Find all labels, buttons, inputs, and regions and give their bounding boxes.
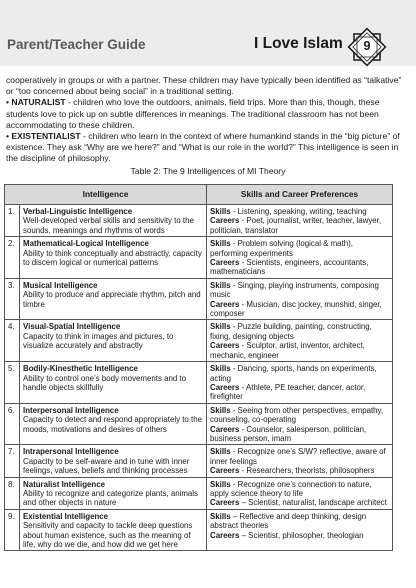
table-row [5, 477, 393, 509]
skills-cell [207, 509, 393, 551]
column-header-skills: Skills and Career Preferences [207, 185, 393, 205]
row-number: 6. [5, 403, 20, 445]
skills-text: – Reflective and deep thinking, design abstract theories [210, 511, 367, 531]
skills-cell [207, 320, 393, 362]
careers-text: - Sculptor, artist, inventor, architect, mechanic, engineer [210, 341, 365, 360]
careers-text: - Musician, disc jockey, munshid, singer, composer [210, 299, 382, 319]
skills-label: Skills [210, 405, 231, 415]
careers-line [210, 341, 389, 360]
intelligence-description: Capacity to think in images and pictures, to visualize accurately and abstractly [23, 331, 174, 351]
table-body [5, 205, 393, 551]
careers-line [210, 466, 389, 475]
careers-text: – Scientist, naturalist, landscape architect [239, 498, 387, 508]
skills-label: Skills [210, 447, 231, 457]
row-number: 2. [5, 237, 20, 279]
row-number: 7. [5, 445, 20, 477]
careers-text: - Scientists, engineers, accountants, mathematicians [210, 258, 369, 277]
intelligence-cell [20, 403, 207, 445]
page-number-badge [346, 26, 388, 68]
intelligence-name: Existential Intelligence [23, 511, 109, 521]
intelligence-cell [20, 362, 207, 404]
skills-text: - Seeing from other perspectives, empathy, counseling, co-operating [210, 405, 384, 425]
intelligence-description: Ability to recognize and categorize plants, animals and other objects in nature [23, 488, 199, 508]
row-number: 1. [5, 205, 20, 237]
intelligence-name: Mathematical-Logical Intelligence [23, 239, 149, 249]
intelligence-description: Capacity to detect and respond appropriately to the moods, motivations and desires of others [23, 415, 202, 434]
skills-cell [207, 205, 393, 237]
skills-label: Skills [210, 364, 231, 374]
existentialist-paragraph [6, 131, 410, 165]
careers-text: - Athlete, PE teacher, dancer, actor, firefighter [210, 382, 366, 402]
intelligence-description: Capacity to be self-aware and in tune with inner feelings, values, beliefs and thinking processes [23, 456, 190, 476]
book-title: I Love Islam [254, 35, 343, 52]
careers-line [210, 498, 389, 507]
skills-label: Skills [210, 511, 231, 521]
skills-cell [207, 403, 393, 445]
skills-cell [207, 362, 393, 404]
careers-line [210, 258, 389, 277]
intelligence-name: Bodily-Kinesthetic Intelligence [23, 364, 138, 374]
skills-text: - Recognize one’s connection to nature, apply science theory to life [210, 479, 372, 498]
intelligence-description: Sensitivity and capacity to tackle deep questions about human existence, such as the meaning of life, why do we die, and how did we get here [23, 521, 193, 549]
intelligence-description: Ability to think conceptually and abstractly, capacity to discern logical or numerical patterns [23, 248, 202, 268]
intelligence-name: Visual-Spatial Intelligence [23, 322, 121, 332]
skills-line [210, 207, 389, 216]
skills-text: - Recognize one’s S/W? reflective, aware of inner feelings [210, 447, 386, 466]
intelligence-cell [20, 205, 207, 237]
careers-label: Careers [210, 258, 240, 268]
intelligence-description: Well-developed verbal skills and sensitivity to the sounds, meanings and rhythms of words [23, 216, 194, 235]
table-row [5, 362, 393, 404]
intelligence-cell [20, 320, 207, 362]
careers-text: - Poet, journalist, writer, teacher, lawyer, politician, translator [210, 216, 382, 235]
intelligence-cell [20, 445, 207, 477]
skills-cell [207, 278, 393, 320]
row-number: 9. [5, 509, 20, 551]
careers-label: Careers [210, 424, 240, 434]
intelligence-cell [20, 477, 207, 509]
table-row [5, 278, 393, 320]
careers-line [210, 216, 389, 235]
table-row [5, 320, 393, 362]
skills-line [210, 406, 389, 425]
intelligence-name: Naturalist Intelligence [23, 479, 105, 489]
careers-text: - Counselor, salesperson, politician, business person, imam [210, 424, 367, 443]
guide-title: Parent/Teacher Guide [7, 37, 146, 52]
row-number: 5. [5, 362, 20, 404]
intelligence-cell [20, 509, 207, 551]
skills-line [210, 512, 389, 531]
careers-label: Careers [210, 341, 240, 351]
naturalist-paragraph [6, 97, 410, 131]
page-number: 9 [363, 38, 371, 53]
skills-line [210, 239, 389, 258]
row-number: 3. [5, 278, 20, 320]
table-header-row [5, 185, 393, 205]
intelligence-name: Verbal-Linguistic Intelligence [23, 207, 133, 216]
existentialist-label: • EXISTENTIALIST [6, 131, 81, 142]
table-row [5, 205, 393, 237]
table-row [5, 237, 393, 279]
naturalist-label: • NATURALIST [6, 97, 66, 108]
careers-label: Careers [210, 530, 240, 540]
page-header [0, 0, 416, 66]
table-caption: Table 2: The 9 Intelligences of MI Theory [130, 166, 286, 176]
careers-text: - Researchers, theorists, philosophers [239, 466, 375, 476]
intelligence-name: Intrapersonal Intelligence [23, 447, 119, 457]
intelligence-cell [20, 278, 207, 320]
skills-line [210, 281, 389, 300]
mi-table [4, 184, 393, 551]
row-number: 4. [5, 320, 20, 362]
skills-label: Skills [210, 239, 231, 249]
careers-line [210, 383, 389, 402]
column-header-intelligence: Intelligence [5, 185, 207, 205]
skills-cell [207, 237, 393, 279]
intelligence-name: Musical Intelligence [23, 280, 98, 290]
careers-label: Careers [210, 216, 240, 226]
careers-label: Careers [210, 382, 240, 392]
skills-text: - Singing, playing instruments, composing music [210, 280, 379, 300]
intro-text [6, 75, 410, 165]
careers-label: Careers [210, 299, 240, 309]
careers-line [210, 425, 389, 444]
careers-label: Careers [210, 466, 240, 476]
skills-label: Skills [210, 322, 231, 332]
skills-cell [207, 445, 393, 477]
careers-label: Careers [210, 498, 240, 508]
skills-label: Skills [210, 280, 231, 290]
skills-text: - Problem solving (logical & math), performing experiments [210, 239, 353, 258]
skills-label: Skills [210, 479, 231, 489]
careers-line [210, 531, 389, 540]
intelligence-name: Interpersonal Intelligence [23, 405, 119, 415]
table-row [5, 445, 393, 477]
table-row [5, 509, 393, 551]
existentialist-text: - children who learn in the context of where humankind stands in the “big picture” of existence. They ask “Why are we here?” and “What is our role in the world?” This intelligence is seen in the discipline of philosophy. [6, 131, 400, 164]
skills-line [210, 364, 389, 383]
skills-text: - Puzzle building, painting, constructing, fixing, designing objects [210, 322, 372, 341]
careers-line [210, 300, 389, 319]
skills-line [210, 322, 389, 341]
skills-text: - Dancing, sports, hands on experiments, acting [210, 364, 377, 383]
skills-cell [207, 477, 393, 509]
skills-line [210, 447, 389, 466]
skills-line [210, 480, 389, 499]
skills-text: - Listening, speaking, writing, teaching [230, 207, 367, 216]
row-number: 8. [5, 477, 20, 509]
intelligence-description: Ability to control one’s body movements and to handle objects skillfully [23, 373, 187, 392]
naturalist-text: - children who love the outdoors, animals, field trips. More than this, though, these students love to pick up on subtle differences in meanings. The traditional classroom has not been accommodating to these children. [6, 97, 380, 130]
table-row [5, 403, 393, 445]
skills-label: Skills [210, 207, 231, 216]
intro-paragraph: cooperatively in groups or with a partner. These children may have typically been identified as “talkative” or “too concerned about being social” in a traditional setting. [6, 75, 402, 97]
intelligence-description: Ability to produce and appreciate rhythm, pitch and timbre [23, 290, 201, 309]
careers-text: – Scientist, philosopher, theologian [239, 530, 364, 540]
intelligence-cell [20, 237, 207, 279]
